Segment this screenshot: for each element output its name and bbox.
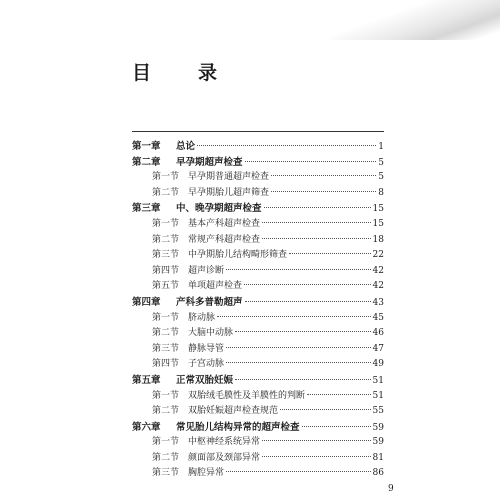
toc-entry-number: 第四节 (152, 359, 180, 370)
toc-entry-page: 43 (372, 297, 384, 308)
toc-entry-number: 第一节 (152, 218, 180, 229)
toc-dot-leader (280, 409, 371, 410)
toc-entry-number: 第二节 (152, 187, 180, 198)
toc-entry-page: 18 (372, 234, 384, 245)
toc-entry-title: 早孕期普通超声检查 (188, 172, 270, 183)
toc-dot-leader (262, 456, 371, 457)
toc-dot-leader (271, 191, 376, 192)
toc-chapter-entry[interactable] (132, 294, 384, 310)
toc-entry-number: 第三章 (132, 203, 161, 215)
toc-entry-number: 第二节 (152, 234, 180, 245)
toc-chapter-entry[interactable] (132, 372, 384, 388)
toc-section-entry[interactable] (132, 247, 384, 263)
toc-entry-number: 第五节 (152, 281, 180, 292)
toc-section-entry[interactable] (132, 434, 384, 450)
toc-dot-leader (264, 207, 371, 208)
toc-entry-title: 双胎妊娠超声检查规范 (188, 406, 279, 417)
toc-section-entry[interactable] (132, 310, 384, 326)
toc-section-entry[interactable] (132, 325, 384, 341)
toc-section-entry[interactable] (132, 388, 384, 404)
toc-dot-leader (226, 471, 371, 472)
toc-dot-leader (245, 161, 377, 162)
toc-entry-title: 总论 (176, 141, 196, 152)
toc-dot-leader (289, 253, 371, 254)
toc-entry-page: 1 (378, 142, 384, 152)
toc-entry-title: 早孕期胎儿超声筛查 (188, 187, 270, 198)
toc-dot-leader (307, 394, 371, 395)
toc-dot-leader (262, 238, 371, 239)
toc-entry-title: 子宫动脉 (188, 359, 225, 370)
toc-entry-title: 胸腔异常 (188, 468, 225, 479)
page-title: 目 录 (132, 62, 232, 84)
toc-section-entry[interactable] (132, 232, 384, 248)
toc-entry-title: 双胎绒毛膜性及羊膜性的判断 (188, 390, 306, 401)
toc-section-entry[interactable] (132, 465, 384, 481)
toc-entry-page: 15 (372, 204, 384, 215)
toc-dot-leader (262, 440, 371, 441)
toc-entry-number: 第一节 (152, 437, 180, 448)
toc-entry-page: 81 (372, 452, 384, 463)
toc-entry-page: 8 (378, 187, 384, 198)
toc-entry-number: 第六章 (132, 421, 161, 433)
toc-entry-page: 86 (372, 468, 384, 479)
toc-entry-page: 22 (372, 250, 384, 261)
toc-entry-title: 脐动脉 (188, 312, 216, 323)
toc-entry-page: 5 (378, 172, 384, 183)
page-number: 9 (388, 484, 394, 494)
toc-entry-page: 59 (372, 437, 384, 448)
toc-dot-leader (217, 316, 371, 317)
toc-entry-title: 正常双胎妊娠 (176, 374, 234, 386)
toc-entry-page: 59 (372, 422, 384, 433)
toc-entry-page: 42 (372, 281, 384, 292)
toc-section-entry[interactable] (132, 341, 384, 357)
toc-entry-number: 第一节 (152, 390, 180, 401)
toc-entry-title: 静脉导管 (188, 343, 225, 354)
toc-dot-leader (262, 222, 371, 223)
corner-decoration (330, 0, 500, 40)
toc-dot-leader (271, 175, 376, 176)
toc-dot-leader (244, 284, 371, 285)
toc-entry-title: 常见胎儿结构异常的超声检查 (176, 421, 300, 433)
toc-chapter-entry[interactable] (132, 154, 384, 170)
toc-entry-number: 第五章 (132, 374, 161, 386)
toc-dot-leader (197, 145, 376, 146)
toc-chapter-entry[interactable] (132, 200, 384, 216)
title-rule (132, 131, 384, 132)
toc-section-entry[interactable] (132, 450, 384, 466)
toc-dot-leader (226, 347, 371, 348)
toc-entry-title: 单项超声检查 (188, 281, 243, 292)
toc-section-entry[interactable] (132, 278, 384, 294)
toc-entry-number: 第四章 (132, 296, 161, 308)
toc-dot-leader (245, 301, 371, 302)
toc-entry-number: 第二节 (152, 452, 180, 463)
toc-entry-title: 中、晚孕期超声检查 (176, 203, 262, 215)
toc-entry-page: 45 (372, 312, 384, 323)
toc-entry-page: 46 (372, 328, 384, 339)
toc-dot-leader (235, 379, 371, 380)
toc-entry-page: 49 (372, 359, 384, 370)
toc-entry-number: 第三节 (152, 468, 180, 479)
toc-entry-page: 47 (372, 343, 384, 354)
toc-entry-page: 55 (372, 406, 384, 417)
toc-entry-number: 第三节 (152, 343, 180, 354)
toc-entry-title: 基本产科超声检查 (188, 218, 261, 229)
toc-entry-number: 第一节 (152, 312, 180, 323)
toc-section-entry[interactable] (132, 263, 384, 279)
toc-dot-leader (226, 362, 371, 363)
toc-section-entry[interactable] (132, 169, 384, 185)
toc-entry-number: 第四节 (152, 265, 180, 276)
toc-dot-leader (235, 331, 371, 332)
toc-entry-title: 中枢神经系统异常 (188, 437, 261, 448)
toc-section-entry[interactable] (132, 216, 384, 232)
table-of-contents (132, 138, 384, 481)
toc-section-entry[interactable] (132, 185, 384, 201)
toc-dot-leader (302, 426, 371, 427)
toc-entry-title: 产科多普勒超声 (176, 296, 243, 308)
toc-entry-page: 42 (372, 265, 384, 276)
toc-entry-title: 超声诊断 (188, 265, 225, 276)
toc-entry-title: 颜面部及颈部异常 (188, 452, 261, 463)
toc-entry-title: 中孕期胎儿结构畸形筛查 (188, 250, 288, 261)
toc-entry-number: 第二节 (152, 328, 180, 339)
toc-entry-number: 第二章 (132, 156, 161, 168)
toc-section-entry[interactable] (132, 403, 384, 419)
toc-entry-page: 5 (378, 157, 384, 168)
toc-chapter-entry[interactable] (132, 419, 384, 435)
toc-dot-leader (226, 269, 371, 270)
toc-entry-number: 第二节 (152, 406, 180, 417)
toc-chapter-entry[interactable] (132, 138, 384, 154)
toc-entry-number: 第一章 (132, 141, 161, 152)
toc-entry-number: 第三节 (152, 250, 180, 261)
toc-entry-title: 常规产科超声检查 (188, 234, 261, 245)
toc-entry-title: 大脑中动脉 (188, 328, 234, 339)
toc-entry-page: 15 (372, 218, 384, 229)
toc-entry-page: 51 (372, 390, 384, 401)
toc-entry-number: 第一节 (152, 172, 180, 183)
toc-entry-title: 早孕期超声检查 (176, 156, 243, 168)
toc-section-entry[interactable] (132, 356, 384, 372)
toc-entry-page: 51 (372, 375, 384, 386)
